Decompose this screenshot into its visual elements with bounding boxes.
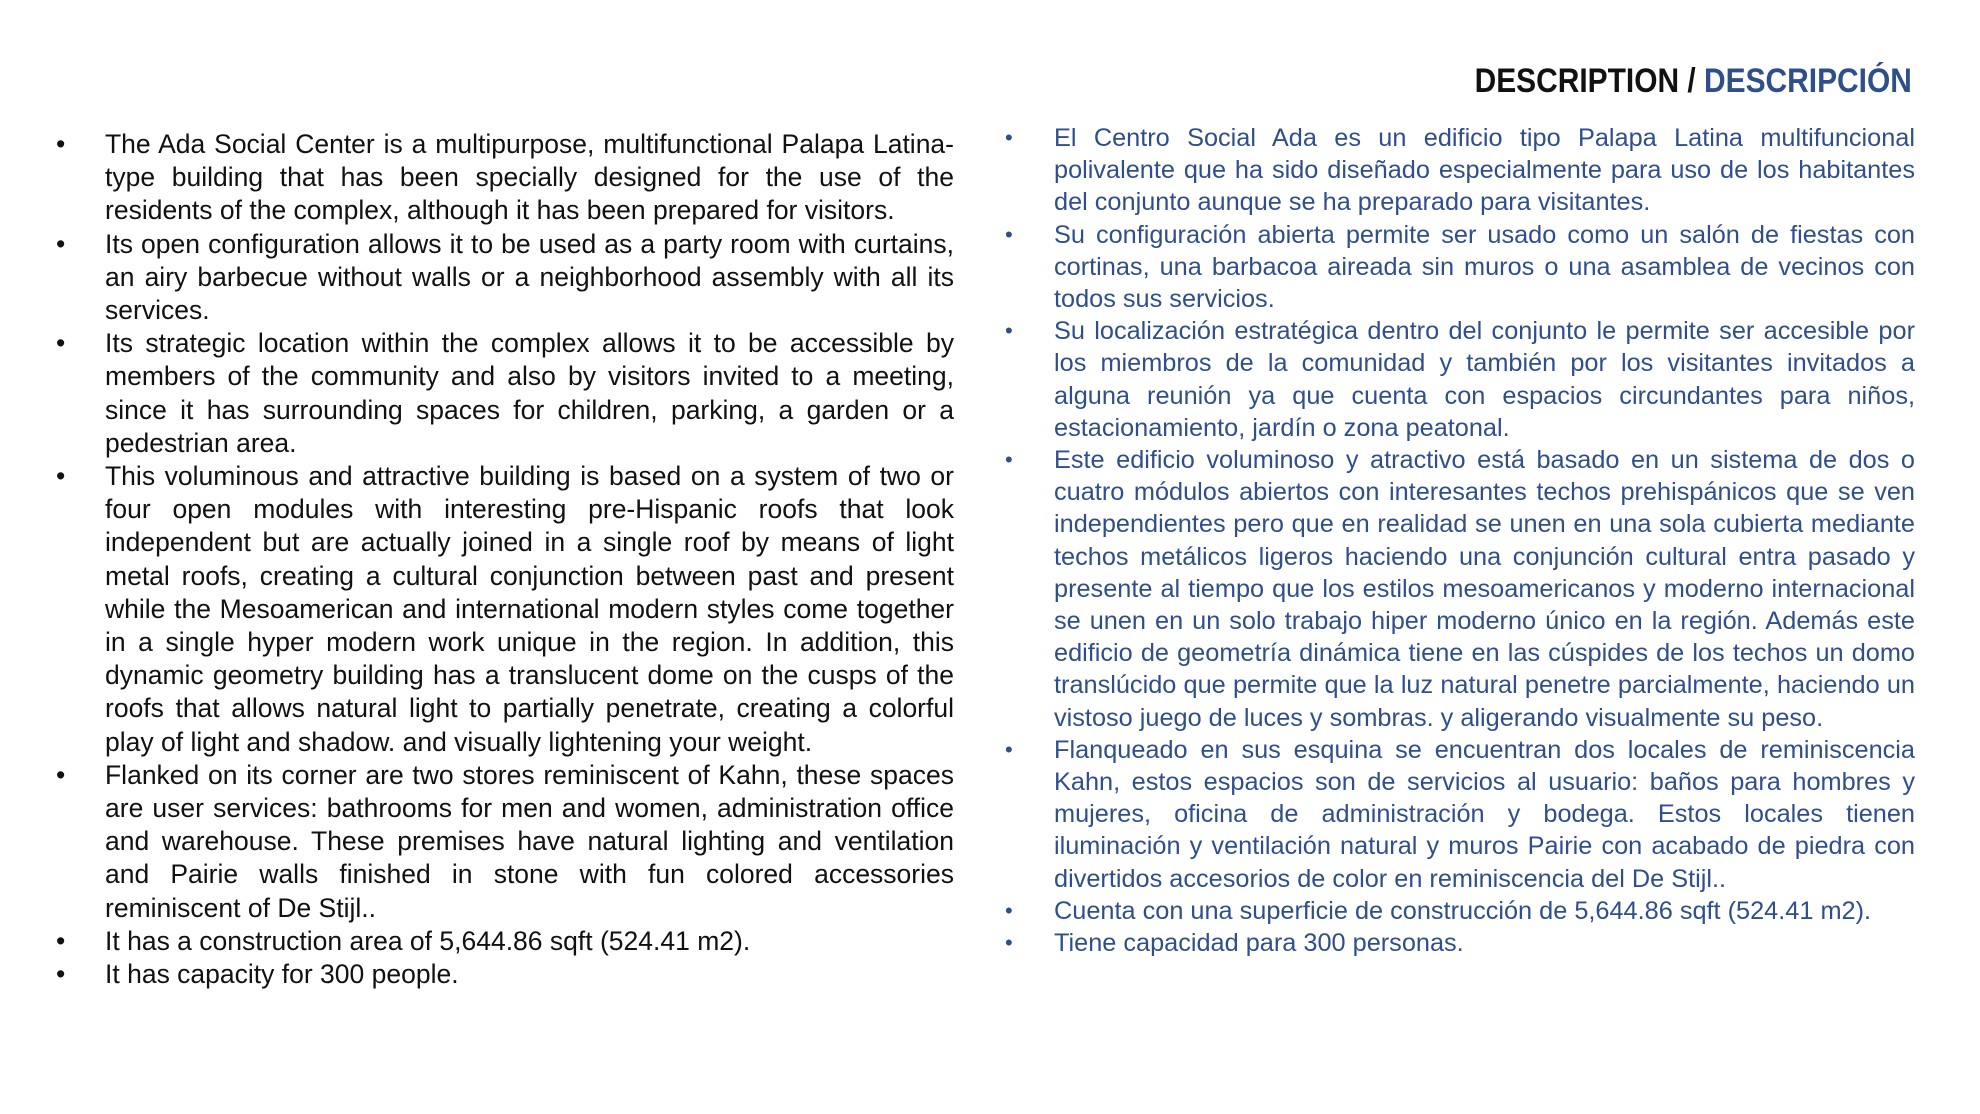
english-item-1 bbox=[56, 128, 954, 228]
english-item-6 bbox=[56, 925, 954, 958]
spanish-item-6 bbox=[1005, 895, 1915, 927]
english-item-2 bbox=[56, 228, 954, 328]
spanish-item-text: Cuenta con una superficie de construcción de 5,644.86 sqft (524.41 m2). bbox=[1054, 896, 1872, 925]
spanish-item-text: Su localización estratégica dentro del conjunto le permite ser accesible por los miembros de la comunidad y también por los visitantes invitados a alguna reunión ya que cuenta con espacios circundantes para niños, estacionamiento, jardín o zona peatonal. bbox=[1054, 317, 1915, 442]
title-english: DESCRIPTION bbox=[1474, 62, 1680, 100]
bullet-icon: • bbox=[56, 759, 66, 790]
spanish-item-text: Tiene capacidad para 300 personas. bbox=[1054, 929, 1464, 958]
bullet-icon: • bbox=[56, 959, 66, 990]
english-description-list bbox=[56, 128, 954, 991]
english-item-text: This voluminous and attractive building is based on a system of two or four open modules with interesting pre-Hispanic roofs that look independent but are actually joined in a single roof by means of light metal roofs, creating a cultural conjunction between past and present while the Mesoamerican and international modern styles come together in a single hyper modern work unique in the region. In addition, this dynamic geometry building has a translucent dome on the cusps of the roofs that allows natural light to partially penetrate, creating a colorful play of light and shadow. and visually lightening your weight. bbox=[105, 461, 954, 757]
english-item-5 bbox=[56, 759, 954, 925]
english-item-text: Its open configuration allows it to be used as a party room with curtains, an airy barbecue without walls or a neighborhood assembly with all its services. bbox=[105, 228, 954, 326]
spanish-item-text: Su configuración abierta permite ser usado como un salón de fiestas con cortinas, una barbacoa aireada sin muros o una asamblea de vecinos con todos sus servicios. bbox=[1054, 220, 1915, 314]
spanish-item-text: Flanqueado en sus esquina se encuentran dos locales de reminiscencia Kahn, estos espacios son de servicios al usuario: baños para hombres y mujeres, oficina de administración y bodega. Estos locales tienen iluminación y ventilación natural y muros Pairie con acabado de piedra con divertidos accesorios de color en reminiscencia del De Stijl.. bbox=[1054, 735, 1915, 893]
spanish-item-3 bbox=[1005, 315, 1915, 444]
bullet-icon: • bbox=[1005, 447, 1013, 473]
bullet-icon: • bbox=[1005, 930, 1013, 956]
bullet-icon: • bbox=[1005, 125, 1013, 150]
bullet-icon: • bbox=[56, 328, 66, 359]
english-item-text: It has a construction area of 5,644.86 sqft (524.41 m2). bbox=[105, 925, 751, 956]
spanish-item-4 bbox=[1005, 444, 1915, 734]
spanish-item-text: Este edificio voluminoso y atractivo está basado en un sistema de dos o cuatro módulos abiertos con interesantes techos prehispánicos que se ven independientes pero que en realidad se unen en una sola cubierta mediante techos metálicos ligeros haciendo una conjunción cultural entra pasado y presente al tiempo que los estilos mesoamericanos y moderno internacional se unen en un solo trabajo hiper moderno único en la región. Además este edificio de geometría dinámica tiene en las cúspides de los techos un domo translúcido que permite que la luz natural penetre parcialmente, haciendo un vistoso juego de luces y sombras. y aligerando visualmente su peso. bbox=[1054, 446, 1915, 732]
spanish-item-7 bbox=[1005, 927, 1915, 959]
spanish-item-5 bbox=[1005, 734, 1915, 895]
english-item-text: Flanked on its corner are two stores reminiscent of Kahn, these spaces are user services: bathrooms for men and women, administration office and warehouse. These premises have natural lighting and ventilation and Pairie walls finished in stone with fun colored accessories reminiscent of De Stijl.. bbox=[105, 759, 954, 923]
title-separator: / bbox=[1679, 62, 1705, 100]
page-title bbox=[1475, 62, 1912, 101]
bullet-icon: • bbox=[1005, 318, 1013, 344]
english-item-4 bbox=[56, 460, 954, 759]
bullet-icon: • bbox=[56, 925, 66, 956]
bullet-icon: • bbox=[1005, 221, 1013, 247]
bullet-icon: • bbox=[56, 461, 66, 492]
english-item-text: Its strategic location within the complex allows it to be accessible by members of the community and also by visitors invited to a meeting, since it has surrounding spaces for children, parking, a garden or a pedestrian area. bbox=[105, 328, 954, 458]
spanish-item-text: El Centro Social Ada es un edificio tipo Palapa Latina multifuncional polivalente que ha sido diseñado especialmente para uso de los habitantes del conjunto aunque se ha preparado para visitantes. bbox=[1054, 124, 1915, 217]
english-item-text: The Ada Social Center is a multipurpose, multifunctional Palapa Latina-type building that has been specially designed for the use of the residents of the complex, although it has been prepared for visitors. bbox=[105, 129, 954, 226]
english-item-7 bbox=[56, 958, 954, 991]
bullet-icon: • bbox=[1005, 736, 1013, 762]
spanish-description-list bbox=[1005, 122, 1915, 959]
bullet-icon: • bbox=[56, 228, 66, 259]
title-spanish: DESCRIPCIÓN bbox=[1704, 62, 1912, 100]
english-item-3 bbox=[56, 327, 954, 460]
bullet-icon: • bbox=[1005, 897, 1013, 923]
spanish-item-2 bbox=[1005, 219, 1915, 316]
spanish-item-1 bbox=[1005, 122, 1915, 219]
bullet-icon: • bbox=[56, 129, 66, 159]
english-item-text: It has capacity for 300 people. bbox=[105, 959, 459, 990]
